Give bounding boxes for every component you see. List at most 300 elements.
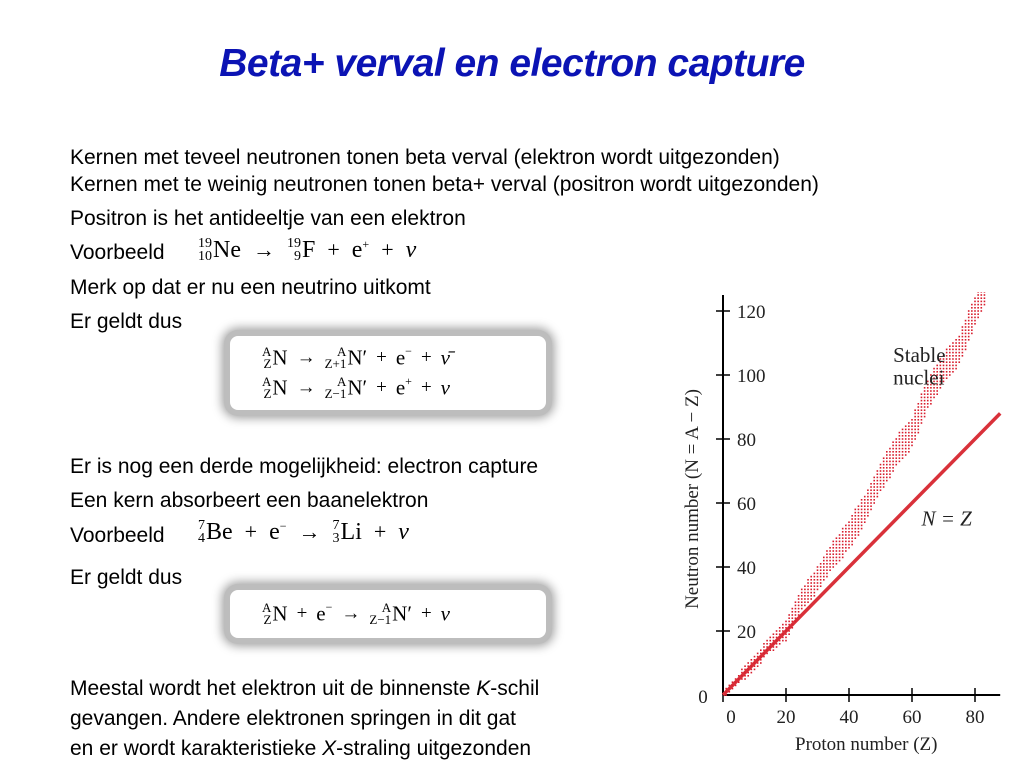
stable-nucleus-point (861, 505, 863, 507)
stable-nucleus-point (769, 640, 771, 642)
stable-nucleus-point (851, 544, 853, 546)
stable-nucleus-point (870, 483, 872, 485)
stable-nucleus-point (886, 454, 888, 456)
stable-nucleus-point (924, 409, 926, 411)
stable-nucleus-point (795, 614, 797, 616)
x-tick-label: 40 (839, 707, 859, 728)
stable-nucleus-point (955, 345, 957, 347)
stable-nucleus-point (974, 307, 976, 309)
stable-nucleus-point (785, 627, 787, 629)
stable-nucleus-point (958, 358, 960, 360)
stable-nucleus-point (836, 557, 838, 559)
stable-nucleus-point (792, 627, 794, 629)
stable-nucleus-point (968, 313, 970, 315)
stable-nucleus-point (914, 425, 916, 427)
stable-nucleus-point (848, 537, 850, 539)
stable-nucleus-point (873, 496, 875, 498)
stable-nucleus-point (971, 323, 973, 325)
stable-nucleus-point (962, 352, 964, 354)
stable-nucleus-point (962, 329, 964, 331)
stable-nucleus-point (839, 553, 841, 555)
stable-nucleus-point (798, 608, 800, 610)
stable-nuclei-label-2: nuclei (893, 365, 945, 390)
stable-nucleus-point (933, 393, 935, 395)
stable-nucleus-point (955, 349, 957, 351)
stable-nucleus-point (952, 365, 954, 367)
stable-nucleus-point (842, 557, 844, 559)
stable-nucleus-point (918, 432, 920, 434)
stable-nucleus-point (804, 601, 806, 603)
eq2-plus-1: + (244, 519, 258, 545)
eq2-electron: e (269, 518, 280, 545)
stable-nucleus-point (949, 374, 951, 376)
beta-minus-equation (262, 344, 450, 371)
stable-nucleus-point (962, 336, 964, 338)
stable-nucleus-point (924, 416, 926, 418)
stable-nucleus-point (858, 515, 860, 517)
stable-nucleus-point (842, 534, 844, 536)
text-line-7: Er is nog een derde mogelijkheid: electron capture (70, 455, 539, 478)
stable-nucleus-point (836, 544, 838, 546)
stable-nucleus-point (858, 525, 860, 527)
stable-nucleus-point (971, 326, 973, 328)
stable-nucleus-point (851, 537, 853, 539)
stable-nucleus-point (924, 390, 926, 392)
stable-nucleus-point (839, 550, 841, 552)
eq2-electron-charge: − (279, 519, 287, 533)
slide-title: Beta+ verval en electron capture (219, 42, 805, 85)
eq1-charge-2: 9 (293, 249, 301, 265)
stable-nucleus-point (785, 640, 787, 642)
stable-nucleus-point (810, 598, 812, 600)
stable-nucleus-point (886, 461, 888, 463)
stable-nucleus-point (962, 355, 964, 357)
stability-chart (676, 292, 1020, 762)
stable-nucleus-point (864, 505, 866, 507)
b2-charge: Z (263, 612, 272, 628)
stable-nucleus-point (851, 515, 853, 517)
stable-nucleus-point (905, 448, 907, 450)
stable-nucleus-point (889, 477, 891, 479)
stable-nucleus-point (776, 633, 778, 635)
stable-nucleus-point (864, 509, 866, 511)
b1r1-electron-charge: − (405, 344, 412, 358)
stable-nucleus-point (839, 537, 841, 539)
stable-nucleus-point (829, 553, 831, 555)
stable-nucleus-point (792, 614, 794, 616)
stable-nucleus-point (936, 390, 938, 392)
stable-nucleus-point (763, 646, 765, 648)
stable-nucleus-point (946, 358, 948, 360)
stable-nucleus-point (962, 333, 964, 335)
line13-x: X (322, 737, 337, 760)
stable-nucleus-point (810, 576, 812, 578)
stable-nucleus-point (773, 646, 775, 648)
stable-nucleus-point (965, 323, 967, 325)
stable-nucleus-point (981, 297, 983, 299)
stable-nucleus-point (867, 512, 869, 514)
stable-nucleus-point (880, 480, 882, 482)
stable-nucleus-point (861, 518, 863, 520)
stable-nucleus-point (855, 509, 857, 511)
stable-nucleus-point (855, 515, 857, 517)
stable-nucleus-point (810, 579, 812, 581)
stable-nucleus-point (776, 640, 778, 642)
stable-nucleus-point (839, 541, 841, 543)
text-line-11 (70, 676, 539, 702)
stable-nucleus-point (927, 397, 929, 399)
stable-nucleus-point (785, 624, 787, 626)
stable-nucleus-point (773, 649, 775, 651)
stable-nucleus-point (766, 649, 768, 651)
stable-nucleus-point (873, 477, 875, 479)
stable-nucleus-point (754, 656, 756, 658)
stable-nucleus-point (892, 445, 894, 447)
stable-nucleus-point (751, 665, 753, 667)
stable-nucleus-point (814, 576, 816, 578)
stable-nucleus-point (785, 637, 787, 639)
stable-nucleus-point (984, 297, 986, 299)
stable-nucleus-point (886, 467, 888, 469)
stable-nucleus-point (832, 557, 834, 559)
stable-nucleus-point (836, 563, 838, 565)
b1r2-plus-2: + (420, 377, 432, 399)
stable-nucleus-point (921, 406, 923, 408)
stable-nucleus-point (845, 547, 847, 549)
stable-nucleus-point (773, 637, 775, 639)
stable-nucleus-point (895, 454, 897, 456)
stable-nucleus-point (971, 307, 973, 309)
equation-box-capture (230, 590, 546, 638)
stable-nucleus-point (899, 432, 901, 434)
stable-nucleus-point (855, 518, 857, 520)
stable-nucleus-point (908, 441, 910, 443)
stable-nucleus-point (974, 313, 976, 315)
stable-nucleus-point (905, 425, 907, 427)
x-tick-label: 80 (965, 707, 985, 728)
stable-nucleus-point (747, 669, 749, 671)
stable-nucleus-point (782, 633, 784, 635)
stable-nucleus-point (795, 605, 797, 607)
stable-nucleus-point (845, 544, 847, 546)
stable-nucleus-point (763, 656, 765, 658)
b2-plus-2: + (420, 603, 432, 625)
stable-nucleus-point (905, 451, 907, 453)
stable-nucleus-point (921, 397, 923, 399)
stable-nucleus-point (952, 352, 954, 354)
electron-capture-equation (262, 600, 450, 627)
stable-nucleus-point (814, 573, 816, 575)
stable-nucleus-point (968, 333, 970, 335)
stable-nucleus-point (895, 451, 897, 453)
stable-nucleus-point (914, 429, 916, 431)
stable-nucleus-point (832, 553, 834, 555)
stable-nucleus-point (911, 435, 913, 437)
stable-nucleus-point (817, 579, 819, 581)
stable-nucleus-point (908, 432, 910, 434)
stable-nucleus-point (817, 589, 819, 591)
stable-nucleus-point (974, 317, 976, 319)
stable-nucleus-point (902, 454, 904, 456)
stable-nucleus-point (823, 579, 825, 581)
stable-nucleus-point (836, 541, 838, 543)
stable-nucleus-point (738, 678, 740, 680)
stable-nucleus-point (867, 502, 869, 504)
stable-nucleus-point (832, 547, 834, 549)
stable-nucleus-point (861, 499, 863, 501)
stable-nucleus-point (955, 339, 957, 341)
y-tick-label: 100 (737, 366, 766, 387)
stable-nucleus-point (968, 310, 970, 312)
stable-nucleus-point (823, 569, 825, 571)
stable-nucleus-point (927, 393, 929, 395)
stable-nucleus-point (798, 598, 800, 600)
stable-nucleus-point (848, 528, 850, 530)
stable-nucleus-point (930, 393, 932, 395)
stable-nucleus-point (779, 627, 781, 629)
stable-nucleus-point (766, 643, 768, 645)
stable-nucleus-point (914, 435, 916, 437)
stable-nucleus-point (792, 611, 794, 613)
stable-nucleus-point (861, 509, 863, 511)
stable-nucleus-point (955, 342, 957, 344)
stable-nucleus-point (826, 576, 828, 578)
stable-nucleus-point (918, 403, 920, 405)
stable-nucleus-point (952, 361, 954, 363)
stable-nucleus-point (836, 550, 838, 552)
stable-nucleus-point (870, 505, 872, 507)
stable-nucleus-point (892, 467, 894, 469)
stable-nucleus-point (930, 397, 932, 399)
stable-nucleus-point (729, 685, 731, 687)
b1r1-mass: A (262, 344, 272, 360)
stable-nucleus-point (924, 413, 926, 415)
b2-mass: A (262, 600, 272, 616)
eq1-electron: e (351, 236, 363, 263)
stable-nucleus-point (817, 585, 819, 587)
stable-nucleus-point (962, 345, 964, 347)
stable-nucleus-point (751, 672, 753, 674)
stable-nucleus-point (977, 304, 979, 306)
stable-nucleus-point (807, 598, 809, 600)
stable-nucleus-point (817, 573, 819, 575)
b1r1-arrow: → (296, 347, 316, 369)
stable-nucleus-point (848, 531, 850, 533)
stable-nucleus-point (861, 502, 863, 504)
stable-nucleus-point (788, 621, 790, 623)
stable-nucleus-point (877, 489, 879, 491)
stable-nucleus-point (962, 349, 964, 351)
text-line-8: Een kern absorbeert een baanelektron (70, 489, 429, 512)
stable-nucleus-point (883, 486, 885, 488)
eq1-charge-1: 10 (198, 249, 212, 265)
stable-nucleus-point (914, 416, 916, 418)
stable-nucleus-point (918, 419, 920, 421)
stable-nucleus-point (760, 649, 762, 651)
stable-nucleus-point (899, 441, 901, 443)
stable-nucleus-point (858, 531, 860, 533)
stable-nucleus-point (804, 605, 806, 607)
b1r2-mass-2: A (336, 374, 347, 390)
b1r1-electron: e (395, 345, 406, 370)
stable-nucleus-point (826, 569, 828, 571)
stable-nucleus-point (977, 301, 979, 303)
b1r1-charge-2: Z+1 (324, 356, 347, 372)
stable-nucleus-point (766, 653, 768, 655)
stable-nucleus-point (810, 595, 812, 597)
stable-nucleus-point (921, 416, 923, 418)
stable-nucleus-point (839, 560, 841, 562)
stable-nucleus-point (858, 528, 860, 530)
stable-nucleus-point (870, 489, 872, 491)
stable-nucleus-point (776, 630, 778, 632)
stable-nucleus-point (851, 531, 853, 533)
eq1-neutrino: ν (405, 236, 417, 263)
stable-nucleus-point (810, 592, 812, 594)
b2-electron: e (316, 601, 326, 626)
stable-nucleus-point (735, 678, 737, 680)
stable-nucleus-point (977, 297, 979, 299)
eq2-charge-2: 3 (332, 531, 340, 547)
eq1-arrow: → (252, 237, 275, 263)
stable-nucleus-point (820, 569, 822, 571)
stable-nucleus-point (955, 365, 957, 367)
stable-nucleus-point (773, 640, 775, 642)
stable-nucleus-point (744, 669, 746, 671)
stable-nucleus-point (927, 406, 929, 408)
stable-nucleus-point (820, 579, 822, 581)
stable-nucleus-point (949, 349, 951, 351)
stable-nucleus-point (779, 637, 781, 639)
stable-nucleus-point (958, 339, 960, 341)
stable-nucleus-point (773, 633, 775, 635)
stable-nucleus-point (971, 329, 973, 331)
eq2-charge-1: 4 (198, 531, 205, 547)
stable-nucleus-point (965, 320, 967, 322)
stable-nucleus-point (858, 534, 860, 536)
stable-nucleus-point (829, 550, 831, 552)
stable-nucleus-point (889, 451, 891, 453)
stable-nucleus-point (908, 429, 910, 431)
stable-nucleus-point (848, 521, 850, 523)
stable-nucleus-point (924, 397, 926, 399)
b2-neutrino: ν (440, 601, 450, 626)
stable-nucleus-point (754, 659, 756, 661)
stable-nucleus-point (886, 464, 888, 466)
beta-plus-equation (262, 374, 450, 401)
stable-nucleus-point (826, 563, 828, 565)
stable-nucleus-point (927, 390, 929, 392)
stable-nucleus-point (914, 413, 916, 415)
line13-b: -straling uitgezonden (336, 737, 532, 760)
stable-nucleus-point (889, 448, 891, 450)
stable-nucleus-point (823, 563, 825, 565)
stable-nucleus-point (984, 292, 986, 293)
stable-nucleus-point (880, 483, 882, 485)
stable-nucleus-point (760, 653, 762, 655)
stable-nucleus-point (798, 601, 800, 603)
b2-nucleus-2: N′ (392, 601, 412, 626)
stable-nucleus-point (880, 467, 882, 469)
eq2-element-1: Be (206, 518, 233, 545)
eq1-plus-2: + (381, 237, 394, 263)
stable-nucleus-point (968, 339, 970, 341)
stable-nucleus-point (785, 630, 787, 632)
stable-nucleus-point (958, 352, 960, 354)
stable-nucleus-point (823, 566, 825, 568)
stable-nucleus-point (955, 358, 957, 360)
stable-nucleus-point (889, 473, 891, 475)
stable-nucleus-point (889, 470, 891, 472)
y-tick-label: 120 (737, 302, 766, 323)
stable-nucleus-point (798, 595, 800, 597)
stable-nucleus-point (873, 480, 875, 482)
stable-nucleus-point (807, 595, 809, 597)
stable-nucleus-point (908, 425, 910, 427)
eq1-mass-2: 19 (286, 236, 301, 252)
stable-nucleus-point (851, 534, 853, 536)
stable-nucleus-point (873, 502, 875, 504)
stable-nucleus-point (971, 304, 973, 306)
stable-nucleus-point (820, 563, 822, 565)
y-axis-label: Neutron number (N = A − Z) (682, 389, 703, 609)
text-line-13 (70, 736, 531, 762)
stable-nucleus-point (968, 329, 970, 331)
stable-nucleus-point (814, 589, 816, 591)
text-line-2: Kernen met te weinig neutronen tonen beta+ verval (positron wordt uitgezonden) (70, 173, 819, 196)
stable-nucleus-point (741, 678, 743, 680)
stable-nucleus-point (921, 403, 923, 405)
stable-nucleus-point (826, 550, 828, 552)
stable-nucleus-point (851, 528, 853, 530)
stable-nucleus-point (757, 659, 759, 661)
stable-nucleus-point (832, 560, 834, 562)
text-line-example-1: Voorbeeld (70, 241, 165, 264)
stable-nucleus-point (883, 473, 885, 475)
stable-nucleus-point (965, 339, 967, 341)
stable-nucleus-point (810, 589, 812, 591)
stable-nucleus-point (810, 585, 812, 587)
stable-nucleus-point (895, 448, 897, 450)
stable-nucleus-point (981, 292, 983, 293)
stable-nucleus-point (981, 304, 983, 306)
stable-nucleus-point (911, 441, 913, 443)
stable-nucleus-point (735, 681, 737, 683)
stable-nucleus-point (918, 413, 920, 415)
stable-nucleus-point (788, 630, 790, 632)
stable-nucleus-point (924, 400, 926, 402)
x-tick-label: 20 (776, 707, 796, 728)
stable-nucleus-point (867, 496, 869, 498)
equation-box-beta (230, 336, 546, 410)
stable-nucleus-point (788, 627, 790, 629)
stable-nucleus-point (883, 470, 885, 472)
stable-nucleus-point (864, 499, 866, 501)
stable-nucleus-point (902, 445, 904, 447)
stable-nucleus-point (855, 528, 857, 530)
stable-nucleus-point (801, 589, 803, 591)
stable-nucleus-point (795, 621, 797, 623)
stable-nucleus-point (899, 454, 901, 456)
stable-nucleus-point (814, 595, 816, 597)
stable-nucleus-point (738, 681, 740, 683)
stable-nucleus-point (899, 448, 901, 450)
stable-nucleus-point (807, 601, 809, 603)
stable-nucleus-point (930, 403, 932, 405)
eq1-element-1: Ne (213, 236, 241, 263)
stable-nucleus-point (788, 624, 790, 626)
stable-nucleus-point (883, 467, 885, 469)
